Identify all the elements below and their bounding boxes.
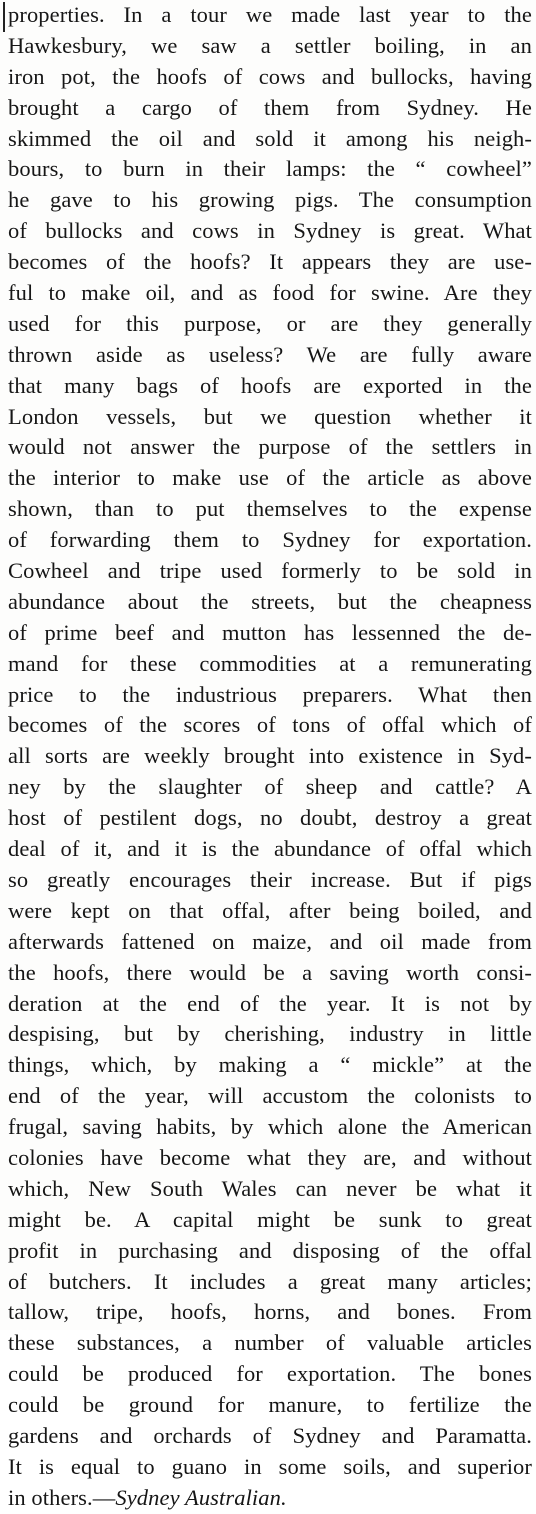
article-line: properties. In a tour we made last year to the (8, 2, 532, 27)
article-line: used for this purpose, or are they generally (8, 310, 532, 336)
article-line: deration at the end of the year. It is not by (8, 990, 532, 1016)
article-line: tallow, tripe, hoofs, horns, and bones. From (8, 1299, 532, 1325)
article-line: would not answer the purpose of the settlers in (8, 434, 532, 460)
article-line: It is equal to guano in some soils, and superior (8, 1453, 532, 1479)
article-line: the hoofs, there would be a saving worth consi- (8, 959, 532, 985)
article-line: profit in purchasing and disposing of the offal (8, 1237, 532, 1263)
article-line: things, which, by making a “ mickle” at the (8, 1052, 532, 1078)
article-line: becomes of the scores of tons of offal which of (8, 712, 532, 738)
article-line: London vessels, but we question whether it (8, 403, 532, 429)
article-line: ney by the slaughter of sheep and cattle? A (8, 774, 532, 800)
article-line: ful to make oil, and as food for swine. Are they (8, 280, 532, 306)
source-attribution: Sydney Australian. (115, 1484, 287, 1510)
article-line: of forwarding them to Sydney for exportation. (8, 527, 532, 553)
article-line: of prime beef and mutton has lessenned the de- (8, 619, 532, 645)
article-line: all sorts are weekly brought into existence in Syd- (8, 743, 532, 769)
article-line: price to the industrious preparers. What then (8, 681, 532, 707)
article-line: Cowheel and tripe used formerly to be sold in (8, 558, 532, 584)
article-line: he gave to his growing pigs. The consumption (8, 187, 532, 213)
article-line: which, New South Wales can never be what it (8, 1175, 532, 1201)
article-line: of bullocks and cows in Sydney is great. What (8, 218, 532, 244)
article-line: Hawkesbury, we saw a settler boiling, in an (8, 32, 532, 58)
article-line: colonies have become what they are, and without (8, 1144, 532, 1170)
article-line: were kept on that offal, after being boiled, and (8, 897, 532, 923)
article-line: could be produced for exportation. The bones (8, 1361, 532, 1387)
article-line: host of pestilent dogs, no doubt, destroy a great (8, 805, 532, 831)
final-line-text: in others.— (8, 1484, 116, 1510)
article-line: brought a cargo of them from Sydney. He (8, 94, 532, 120)
article-line: thrown aside as useless? We are fully aware (8, 341, 532, 367)
article-line: could be ground for manure, to fertilize the (8, 1392, 532, 1418)
article-line: iron pot, the hoofs of cows and bullocks, having (8, 63, 532, 89)
article-column (8, 0, 532, 1514)
article-line: that many bags of hoofs are exported in the (8, 372, 532, 398)
article-line: might be. A capital might be sunk to great (8, 1206, 532, 1232)
article-line: so greatly encourages their increase. But if pigs (8, 866, 532, 892)
article-line: skimmed the oil and sold it among his neigh- (8, 125, 532, 151)
article-final-line (8, 1483, 532, 1514)
article-line: deal of it, and it is the abundance of offal which (8, 836, 532, 862)
article-line: these substances, a number of valuable articles (8, 1330, 532, 1356)
article-line: frugal, saving habits, by which alone the American (8, 1114, 532, 1140)
column-rule (3, 2, 5, 32)
article-line: despising, but by cherishing, industry in little (8, 1021, 532, 1047)
article-line: gardens and orchards of Sydney and Paramatta. (8, 1422, 532, 1448)
article-line: afterwards fattened on maize, and oil made from (8, 928, 532, 954)
article-line: mand for these commodities at a remunerating (8, 650, 532, 676)
article-line: of butchers. It includes a great many articles; (8, 1268, 532, 1294)
article-line: abundance about the streets, but the cheapness (8, 588, 532, 614)
article-line: becomes of the hoofs? It appears they are use- (8, 249, 532, 275)
article-line: end of the year, will accustom the colonists to (8, 1083, 532, 1109)
article-line: the interior to make use of the article as above (8, 465, 532, 491)
article-line: shown, than to put themselves to the expense (8, 496, 532, 522)
article-line: bours, to burn in their lamps: the “ cowheel” (8, 156, 532, 182)
